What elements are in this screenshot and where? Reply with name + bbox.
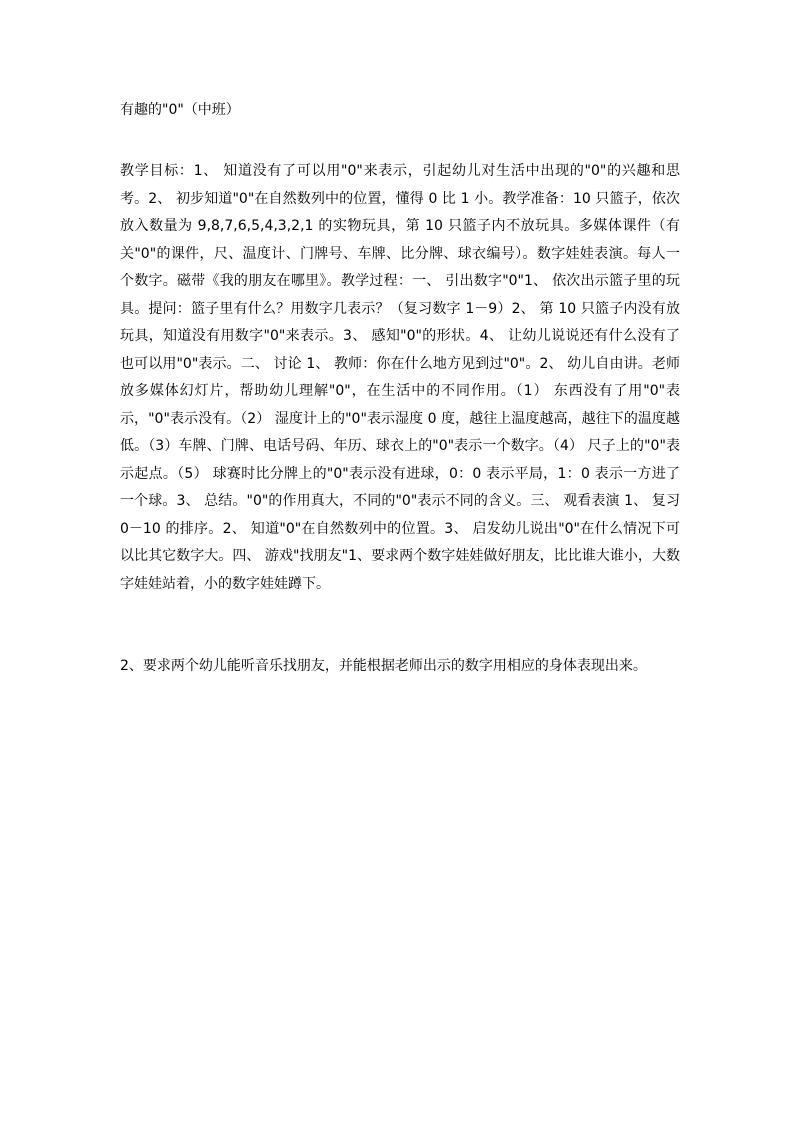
- main-paragraph: 教学目标：1、 知道没有了可以用"0"来表示，引起幼儿对生活中出现的"0"的兴趣和思考。2、 初步知道"0"在自然数列中的位置，懂得 0 比 1 小。教学准备：10 只篮子，依次放入数量为 9,8,7,6,5,4,3,2,1 的实物玩具，第 10 只篮子内不放玩具。多媒体课件（有关"0"的课件，尺、温度计、门牌号、车牌、比分牌、球衣编号）。数字娃娃表演。每人一个数字。磁带《我的朋友在哪里》。教学过程：一、 引出数字"0"1、 依次出示篮子里的玩具。提问：篮子里有什么？用数字几表示？（复习数字 1－9）2、 第 10 只篮子内没有放玩具，知道没有用数字"0"来表示。3、 感知"0"的形状。4、 让幼儿说说还有什么没有了也可以用"0"表示。二、 讨论 1、 教师：你在什么地方见到过"0"。2、 幼儿自由讲。老师放多媒体幻灯片，帮助幼儿理解"0"，在生活中的不同作用。（1） 东西没有了用"0"表示，"0"表示没有。（2） 湿度计上的"0"表示湿度 0 度，越往上温度越高，越往下的温度越低。（3）车牌、门牌、电话号码、年历、球衣上的"0"表示一个数字。（4） 尺子上的"0"表示起点。（5） 球赛时比分牌上的"0"表示没有进球，0：0 表示平局，1：0 表示一方进了一个球。3、 总结。"0"的作用真大，不同的"0"表示不同的含义。三、 观看表演 1、 复习 0－10 的排序。2、 知道"0"在自然数列中的位置。3、 启发幼儿说出"0"在什么情况下可以比其它数字大。四、 游戏"找朋友"1、要求两个数字娃娃做好朋友，比比谁大谁小，大数字娃娃站着，小的数字娃娃蹲下。: [120, 163, 680, 592]
- document-title: 有趣的"0"（中班）: [120, 102, 240, 118]
- closing-paragraph: 2、要求两个幼儿能听音乐找朋友，并能根据老师出示的数字用相应的身体表现出来。: [120, 658, 647, 674]
